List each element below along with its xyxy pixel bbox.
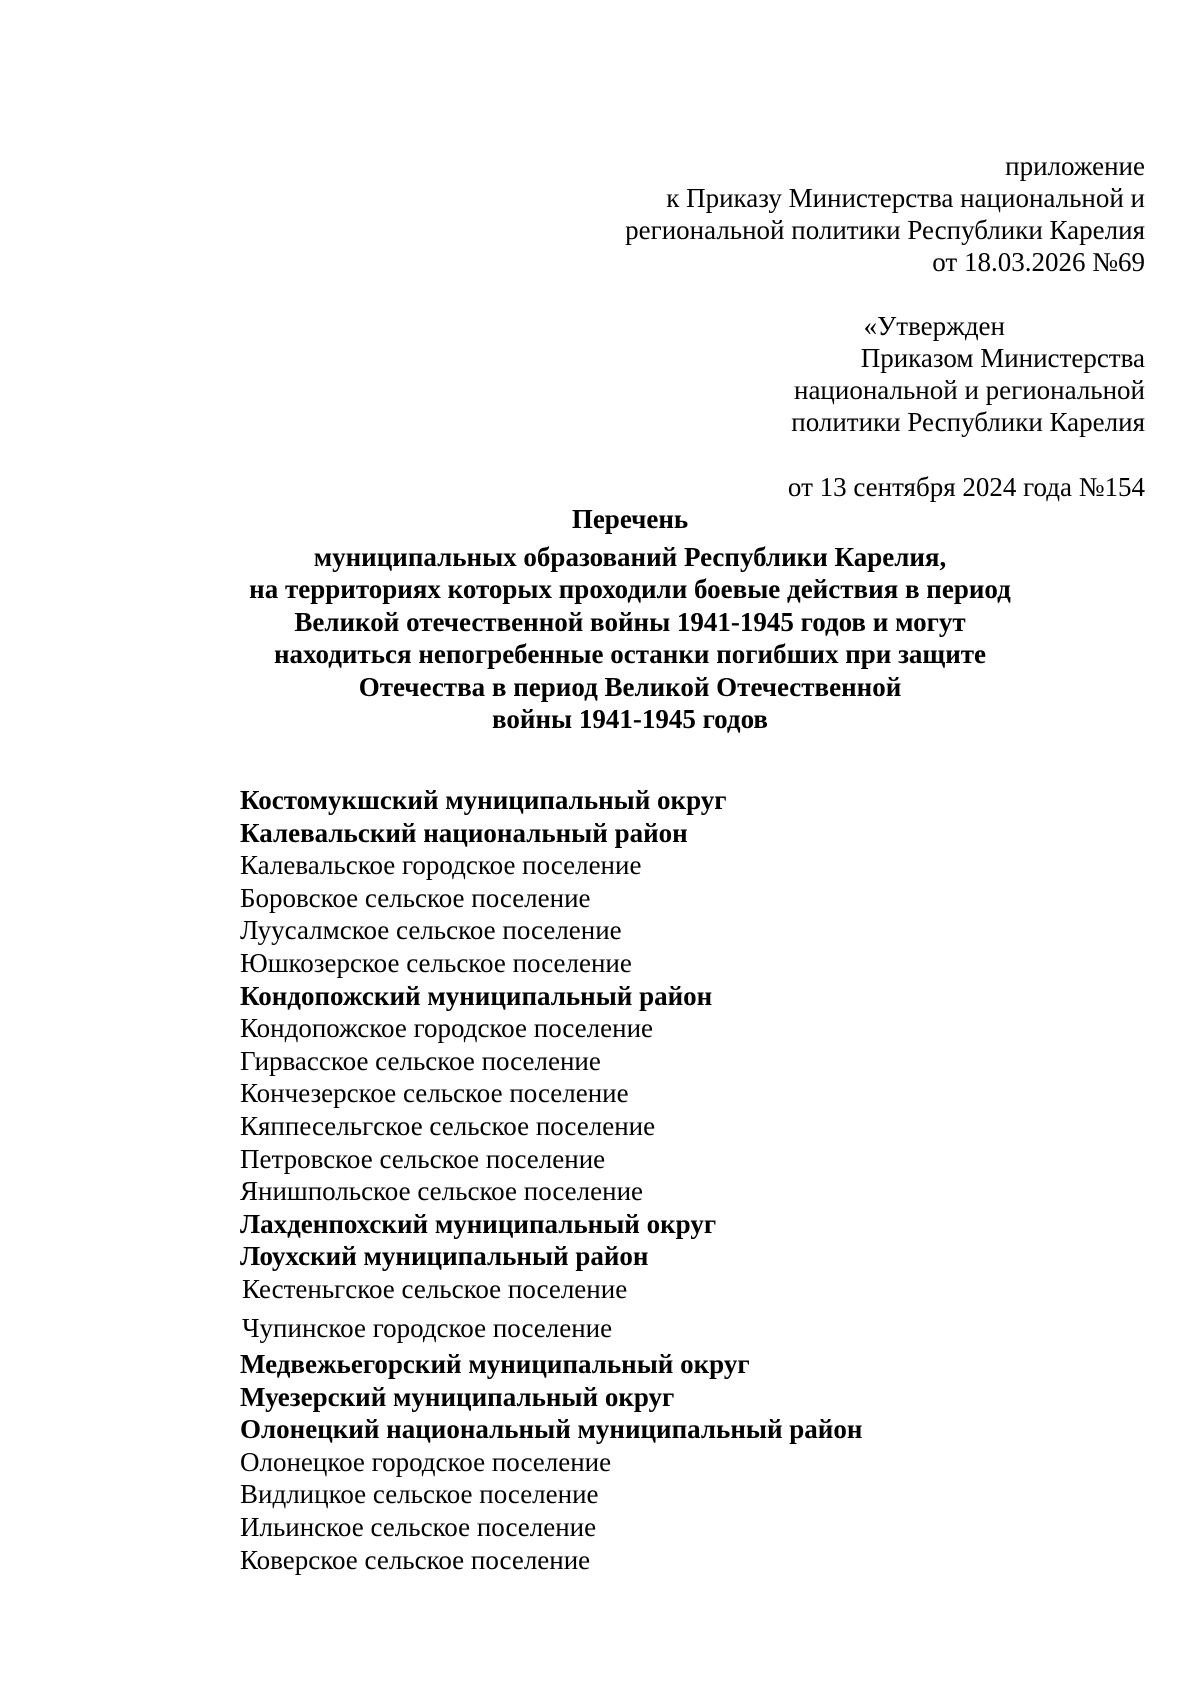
- appendix-line: от 18.03.2026 №69: [932, 247, 1145, 277]
- appendix-line: приложение: [1005, 151, 1145, 181]
- list-item: Олонецкое городское поселение: [240, 1446, 612, 1477]
- list-item: Боровское сельское поселение: [240, 882, 591, 913]
- list-item: Ильинское сельское поселение: [240, 1512, 597, 1543]
- title-line: Великой отечественной войны 1941-1945 годов и могут: [294, 606, 966, 637]
- document-title: [160, 503, 1100, 736]
- list-item: Медвежьегорский муниципальный округ: [240, 1349, 750, 1380]
- appendix-line: к Приказу Министерства национальной и: [666, 183, 1145, 213]
- approval-line: «Утвержден: [863, 311, 1005, 341]
- title-line: находиться непогребенные останки погибших при защите: [273, 639, 987, 669]
- appendix-line: региональной политики Республики Карелия: [625, 215, 1145, 245]
- title-heading: Перечень: [571, 504, 689, 534]
- list-item: Калевальский национальный район: [240, 817, 688, 848]
- list-item: Олонецкий национальный муниципальный район: [240, 1414, 863, 1445]
- list-item: Юшкозерское сельское поселение: [240, 947, 632, 978]
- list-item: Видлицкое сельское поселение: [240, 1479, 599, 1510]
- list-item: Кондопожское городское поселение: [240, 1013, 654, 1044]
- appendix-header: [625, 150, 1145, 278]
- list-item: Муезерский муниципальный округ: [240, 1381, 675, 1412]
- approval-line: Приказом Министерства: [860, 343, 1145, 373]
- list-item: Кондопожский муниципальный район: [240, 980, 713, 1011]
- list-item: Луусалмское сельское поселение: [240, 915, 622, 946]
- list-item: Лахденпохский муниципальный округ: [240, 1208, 717, 1239]
- list-item: Петровское сельское поселение: [240, 1143, 606, 1174]
- list-item: Кончезерское сельское поселение: [240, 1078, 629, 1109]
- list-item: Коверское сельское поселение: [240, 1544, 591, 1575]
- list-item: Янишпольское сельское поселение: [240, 1176, 644, 1207]
- title-line: Отечества в период Великой Отечественной: [358, 671, 902, 702]
- title-line: войны 1941-1945 годов: [492, 704, 768, 734]
- list-item: Костомукшский муниципальный округ: [240, 785, 727, 815]
- list-item: Кяппесельгское сельское поселение: [240, 1110, 656, 1141]
- list-item: Гирвасское сельское поселение: [240, 1045, 601, 1076]
- list-item: Лоухский муниципальный район: [240, 1241, 649, 1272]
- approval-stamp: [791, 310, 1145, 438]
- approval-date: от 13 сентября 2024 года №154: [787, 472, 1145, 502]
- list-item: Чупинское городское поселение: [242, 1312, 613, 1343]
- title-line: муниципальных образований Республики Карелия,: [313, 541, 947, 572]
- title-line: на территориях которых проходили боевые действия в период: [249, 574, 1011, 604]
- list-item: Кестеньгское сельское поселение: [242, 1273, 628, 1304]
- municipality-list: [240, 784, 862, 1576]
- approval-line: политики Республики Карелия: [791, 407, 1145, 437]
- list-item: Калевальское городское поселение: [240, 850, 642, 881]
- approval-line: национальной и региональной: [794, 375, 1145, 405]
